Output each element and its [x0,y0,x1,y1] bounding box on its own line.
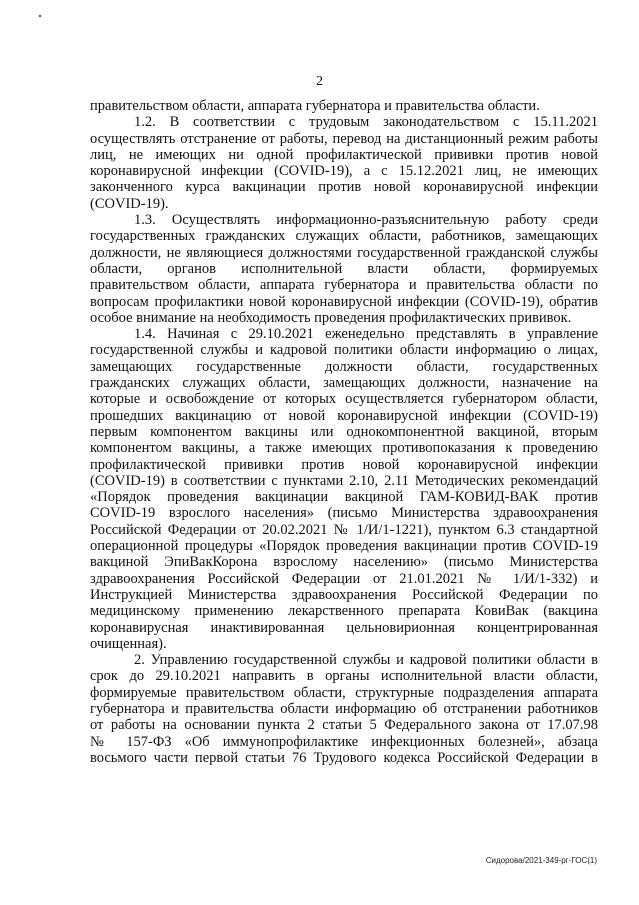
paragraph [90,212,598,326]
text-line: замещающих государственные должности области, государственных [90,358,598,375]
text-line: очищенная). [90,635,167,652]
paragraph [90,114,598,212]
text-line: «Порядок проведения вакцинации вакциной ГАМ-КОВИД-ВАК против [90,489,598,506]
text-line: законченного курса вакцинации против новой коронавирусной инфекции [90,179,598,196]
text-line: прошедших вакцинацию от новой коронавирусной инфекции (COVID-19) [90,407,598,424]
text-line: COVID-19 взрослого населения» (письмо Министерства здравоохранения [90,505,598,522]
text-line: правительством области, аппарата губернатора и правительства области. [90,98,540,114]
text-line: гражданских служащих области, замещающих должности, назначение на [90,375,598,392]
text-line: здравоохранения Российской Федерации от 21.01.2021 № 1/И/1-332) и [90,570,598,587]
text-line: профилактической прививки против новой коронавирусной инфекции [90,456,598,473]
text-line: государственных гражданских служащих области, работников, замещающих [90,228,598,245]
text-line: восьмого части первой статьи 76 Трудового кодекса Российской Федерации в [90,749,598,766]
text-line: первым компонентом вакцины или однокомпонентной вакциной, вторым [90,423,598,440]
text-line: от работы на основании пункта 2 статьи 5 Федерального закона от 17.07.98 [90,717,598,734]
text-line: государственной службы и кадровой политики области информацию о лицах, [90,342,598,359]
text-line: которые и освобождение от которых осуществляется губернатором области, [90,391,598,408]
document-body [90,98,598,766]
text-line: № 157-ФЗ «Об иммунопрофилактике инфекционных болезней», абзаца [90,733,598,750]
paragraph [90,326,598,652]
scan-speck [39,15,41,17]
text-line: вакциной ЭпиВакКорона взрослому населению» (письмо Министерства [90,554,598,571]
text-line: формируемые правительством области, структурные подразделения аппарата [90,684,598,701]
text-line: вопросам профилактики новой коронавирусной инфекции (COVID-19), обратив [90,293,598,310]
text-line: (COVID-19). [90,195,169,212]
text-line: коронавирусная инактивированная цельновирионная концентрированная [90,619,598,636]
text-line: области, органов исполнительной власти области, формируемых [90,260,598,277]
text-line: компонентом вакцины, а также имеющих противопоказания к проведению [90,440,598,457]
text-line: коронавирусной инфекции (COVID-19), а с 15.12.2021 лиц, не имеющих [90,163,598,180]
text-line: 1.2. В соответствии с трудовым законодательством с 15.11.2021 [134,114,598,131]
text-line: должности, не являющиеся должностями государственной гражданской службы [90,244,598,261]
text-line: осуществлять отстранение от работы, перевод на дистанционный режим работы [90,130,598,147]
text-line: лиц, не имеющих ни одной профилактической прививки против новой [90,146,598,163]
paragraph [90,98,598,114]
footer-note: Сидорова/2021-349-рг-ГОС(1) [485,856,597,865]
text-line: 2. Управлению государственной службы и кадровой политики области в [134,652,598,669]
page-number: 2 [316,74,323,89]
text-line: правительством области, аппарата губернатора и правительства области по [90,277,598,294]
paragraph [90,652,598,766]
text-line: 1.3. Осуществлять информационно-разъяснительную работу среди [134,212,598,229]
text-line: губернатора и правительства области информацию об отстранении работников [90,700,598,717]
text-line: операционной процедуры «Порядок проведения вакцинации против COVID-19 [90,538,598,555]
text-line: особое внимание на необходимость проведения профилактических прививок. [90,309,572,326]
text-line: срок до 29.10.2021 направить в органы исполнительной власти области, [90,668,598,685]
text-line: медицинскому применению лекарственного препарата КовиВак (вакцина [90,603,598,620]
text-line: Инструкцией Министерства здравоохранения Российской Федерации по [90,586,598,603]
text-line: Российской Федерации от 20.02.2021 № 1/И/1-1221), пунктом 6.3 стандартной [90,521,598,538]
text-line: (COVID-19) в соответствии с пунктами 2.10, 2.11 Методических рекомендаций [90,472,598,489]
text-line: 1.4. Начиная с 29.10.2021 еженедельно представлять в управление [134,326,598,343]
